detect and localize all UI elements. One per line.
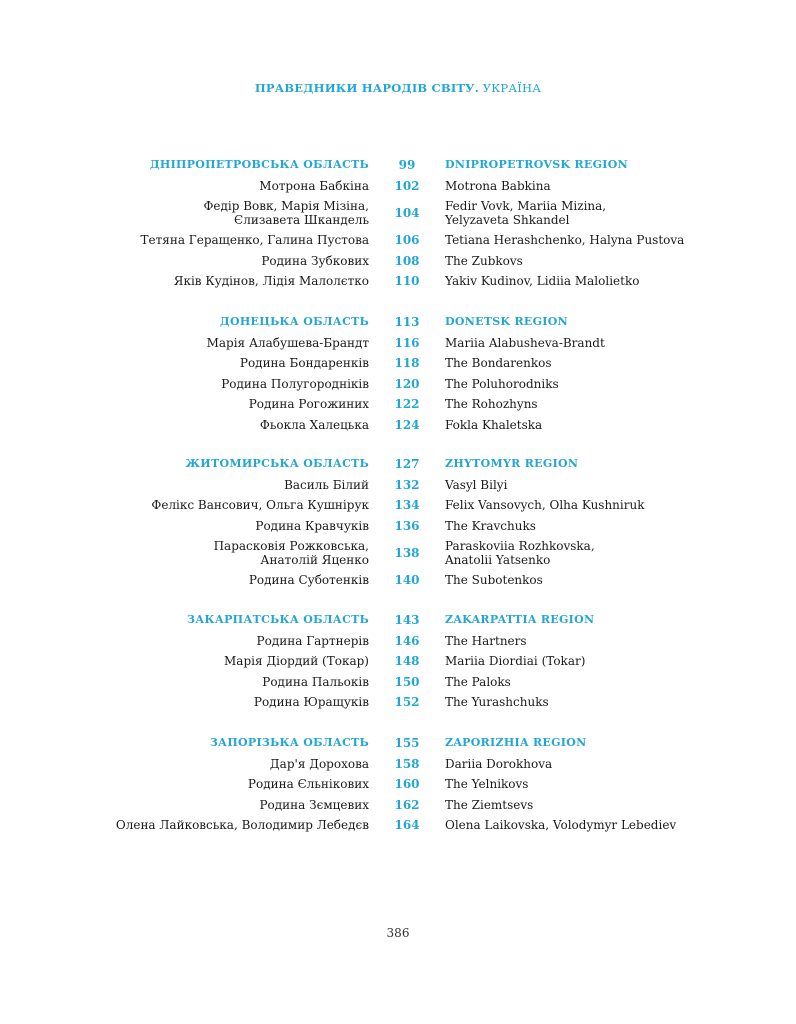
- region-title-ua: ЖИТОМИРСЬКА ОБЛАСТЬ: [185, 457, 369, 470]
- entry-title-ua: Василь Білий: [284, 477, 369, 492]
- entry-title-en: Yakiv Kudinov, Lidiia Malolietko: [445, 274, 640, 288]
- entry-title-en: Fokla Khaletska: [445, 417, 543, 432]
- entry-title-ua: Родина Пальоків: [262, 674, 369, 689]
- region-title-ua: ЗАКАРПАТСЬКА ОБЛАСТЬ: [187, 613, 369, 626]
- region-heading[interactable]: [0, 613, 796, 633]
- entry-page-number: 122: [394, 397, 420, 411]
- entry-title-en: The Poluhorodniks: [445, 376, 559, 391]
- entry-page-number: 164: [394, 818, 420, 832]
- region-heading[interactable]: [0, 457, 796, 477]
- entry-page-number: 150: [394, 674, 420, 689]
- entry-page-number: 132: [394, 477, 420, 492]
- entry-title-en: The Paloks: [445, 674, 511, 689]
- entry-title-ua: Родина Зубкових: [261, 253, 369, 268]
- header-title-light: УКРАЇНА: [482, 81, 542, 95]
- toc-entry[interactable]: [0, 356, 796, 376]
- entry-title-ua: Фьокла Халецька: [259, 417, 369, 432]
- entry-title-en: Fedir Vovk, Mariia Mizina, Yelyzaveta Shkandel: [445, 199, 607, 227]
- region-page-number: 113: [394, 315, 420, 329]
- entry-title-en: Mariia Diordiai (Tokar): [445, 654, 586, 668]
- entry-title-ua: Марія Алабушева-Брандт: [206, 335, 369, 350]
- entry-page-number: 158: [394, 756, 420, 771]
- entry-title-ua: Родина Кравчуків: [255, 518, 369, 533]
- toc-entry[interactable]: [0, 798, 796, 818]
- entry-page-number: 160: [394, 777, 420, 791]
- toc-entry[interactable]: [0, 498, 796, 518]
- entry-title-en: Felix Vansovych, Olha Kushniruk: [445, 498, 645, 512]
- entry-page-number: 116: [394, 335, 420, 350]
- entry-title-en: The Yelnikovs: [445, 777, 529, 791]
- entry-title-ua: Олена Лайковська, Володимир Лебедєв: [115, 818, 369, 832]
- entry-page-number: 102: [394, 178, 420, 193]
- header-title-bold: ПРАВЕДНИКИ НАРОДІВ СВІТУ.: [254, 81, 479, 95]
- entry-title-ua: Федір Вовк, Марія Мізіна, Єлизавета Шкандель: [203, 199, 369, 227]
- entry-page-number: 162: [394, 797, 420, 812]
- toc-entry[interactable]: [0, 179, 796, 199]
- entry-title-en: The Yurashchuks: [445, 695, 549, 709]
- entry-title-ua: Родина Юращуків: [253, 695, 369, 709]
- region-heading[interactable]: [0, 315, 796, 335]
- entry-page-number: 120: [394, 376, 420, 391]
- region-heading[interactable]: [0, 158, 796, 178]
- entry-title-ua: Родина Бондаренків: [239, 356, 369, 370]
- toc-entry[interactable]: [0, 254, 796, 274]
- entry-title-ua: Марія Діордий (Токар): [224, 654, 369, 668]
- region-page-number: 127: [394, 457, 420, 471]
- region-title-ua: ЗАПОРІЗЬКА ОБЛАСТЬ: [209, 736, 369, 749]
- entry-title-en: The Rohozhyns: [445, 397, 538, 411]
- region-page-number: 143: [394, 613, 420, 627]
- entry-title-ua: Родина Зємцевих: [259, 797, 369, 812]
- entry-title-ua: Дар'я Дорохова: [269, 756, 369, 771]
- entry-title-en: The Hartners: [445, 633, 527, 648]
- region-title-en: ZHYTOMYR REGION: [445, 457, 579, 470]
- entry-page-number: 148: [394, 654, 420, 668]
- toc-entry[interactable]: [0, 654, 796, 674]
- toc-entry[interactable]: [0, 695, 796, 715]
- entry-title-ua: Тетяна Геращенко, Галина Пустова: [140, 233, 369, 247]
- region-title-en: DNIPROPETROVSK REGION: [445, 158, 628, 171]
- region-title-en: ZAKARPATTIA REGION: [445, 613, 595, 626]
- toc-entry[interactable]: [0, 397, 796, 417]
- entry-title-en: Tetiana Herashchenko, Halyna Pustova: [445, 233, 685, 247]
- toc-entry[interactable]: [0, 634, 796, 654]
- toc-entry[interactable]: [0, 818, 796, 838]
- entry-page-number: 110: [394, 274, 420, 288]
- entry-title-ua: Родина Єльнікових: [247, 777, 369, 791]
- entry-title-ua: Мотрона Бабкіна: [259, 178, 369, 193]
- entry-title-en: Motrona Babkina: [445, 178, 551, 193]
- toc-entry[interactable]: [0, 336, 796, 356]
- entry-title-ua: Фелікс Вансович, Ольга Кушнірук: [151, 498, 369, 512]
- toc-entry[interactable]: [0, 199, 796, 227]
- toc-entry[interactable]: [0, 675, 796, 695]
- entry-title-ua: Яків Кудінов, Лідія Малолєтко: [173, 274, 369, 288]
- region-page-number: 99: [398, 158, 416, 172]
- entry-page-number: 146: [394, 633, 420, 648]
- page-header: [0, 81, 796, 95]
- page-number: 386: [386, 926, 410, 940]
- region-title-ua: ДОНЕЦЬКА ОБЛАСТЬ: [219, 315, 369, 328]
- entry-title-en: Vasyl Bilyi: [445, 477, 508, 492]
- entry-title-en: The Bondarenkos: [445, 356, 552, 370]
- entry-page-number: 104: [394, 206, 420, 220]
- toc-entry[interactable]: [0, 539, 796, 567]
- entry-title-en: Dariia Dorokhova: [445, 756, 553, 771]
- entry-title-ua: Родина Гартнерів: [256, 633, 369, 648]
- entry-title-ua: Родина Рогожиних: [248, 397, 369, 411]
- entry-page-number: 106: [394, 233, 420, 247]
- entry-title-en: Paraskoviia Rozhkovska, Anatolii Yatsenko: [445, 539, 595, 567]
- entry-title-en: The Subotenkos: [445, 573, 543, 587]
- region-title-ua: ДНІПРОПЕТРОВСЬКА ОБЛАСТЬ: [149, 158, 369, 171]
- entry-title-ua: Родина Суботенків: [248, 573, 369, 587]
- entry-page-number: 138: [394, 546, 420, 560]
- entry-page-number: 124: [394, 417, 420, 432]
- toc-entry[interactable]: [0, 757, 796, 777]
- entry-page-number: 152: [394, 695, 420, 709]
- toc-entry[interactable]: [0, 233, 796, 253]
- toc-entry[interactable]: [0, 478, 796, 498]
- region-title-en: DONETSK REGION: [445, 315, 568, 328]
- toc-entry[interactable]: [0, 418, 796, 438]
- entry-title-en: The Ziemtsevs: [445, 797, 534, 812]
- region-heading[interactable]: [0, 736, 796, 756]
- entry-title-ua: Парасковія Рожковська, Анатолій Яценко: [213, 539, 369, 567]
- entry-title-en: Mariia Alabusheva-Brandt: [445, 335, 605, 350]
- region-title-en: ZAPORIZHIA REGION: [445, 736, 587, 749]
- toc-entry[interactable]: [0, 377, 796, 397]
- toc-entry[interactable]: [0, 777, 796, 797]
- entry-title-en: The Zubkovs: [445, 253, 523, 268]
- entry-page-number: 108: [394, 253, 420, 268]
- toc-entry[interactable]: [0, 274, 796, 294]
- entry-page-number: 136: [394, 518, 420, 533]
- entry-page-number: 134: [394, 498, 420, 512]
- entry-page-number: 140: [394, 573, 420, 587]
- entry-title-ua: Родина Полугородніків: [221, 376, 369, 391]
- toc-entry[interactable]: [0, 573, 796, 593]
- entry-page-number: 118: [394, 356, 420, 370]
- region-page-number: 155: [394, 736, 420, 750]
- entry-title-en: Olena Laikovska, Volodymyr Lebediev: [445, 818, 677, 832]
- toc-entry[interactable]: [0, 519, 796, 539]
- entry-title-en: The Kravchuks: [445, 518, 536, 533]
